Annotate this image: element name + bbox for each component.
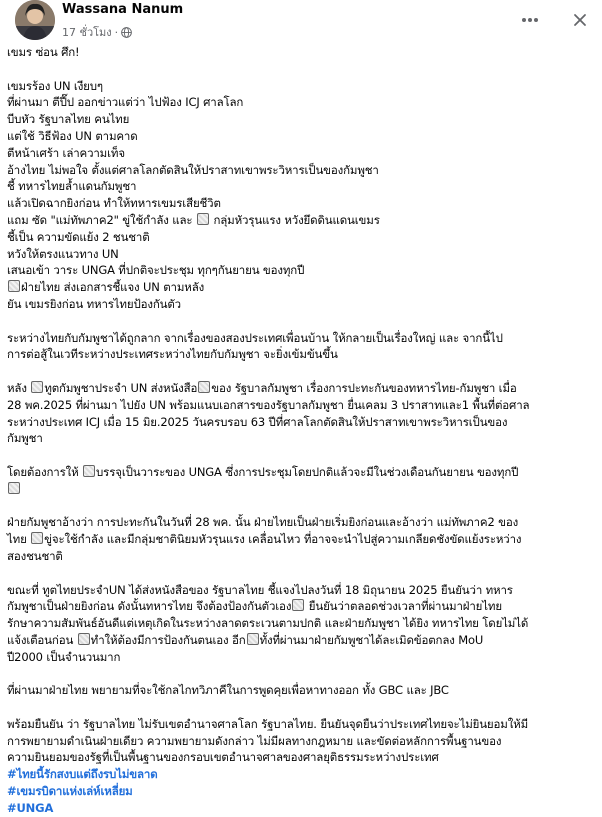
post-text-line: การต่อสู้ในเวทีระหว่างประเทศระหว่างไทยกับกัมพูชา จะยิ่งเข้มข้นขึ้น bbox=[7, 347, 338, 362]
post-text-line: แล้วเปิดฉากยิงก่อน ทำให้ทหารเขมรเสียชีวิต bbox=[7, 196, 221, 211]
hashtag-link[interactable]: #เขมรบิดาแห่งเล่ห์เหลี่ยม bbox=[7, 784, 133, 799]
paragraph-gap bbox=[7, 363, 595, 380]
post-text-line: เสนอเข้า วาระ UNGA ที่ปกติจะประชุม ทุกๆกันยายน ของทุกปี bbox=[7, 263, 305, 278]
post-text-line: บีบหัว รัฐบาลไทย คนไทย bbox=[7, 112, 130, 127]
missing-emoji-icon bbox=[31, 532, 43, 544]
post-text-line: ความยินยอมของรัฐที่เป็นพื้นฐานของกรอบเขตอำนาจศาลของศาลยุติธรรมระหว่างประเทศ bbox=[7, 750, 439, 765]
post-text-line: ฝ่ายกัมพูชาอ้างว่า การปะทะกันในวันที่ 28 พค. นั้น ฝ่ายไทยเป็นฝ่ายเริ่มยิงก่อนและอ้างว่า แม่ทัพภาค2 ของ bbox=[7, 515, 519, 530]
post-text-line: โดยต้องการให้ บรรจุเป็นวาระของ UNGA ซึ่งการประชุมโดยปกติแล้วจะมีในช่วงเดือนกันยายน ของทุกปี bbox=[7, 464, 519, 479]
hashtag-link[interactable]: #ไทยนี้รักสงบแต่ถึงรบไม่ขลาด bbox=[7, 767, 158, 782]
hashtag-link[interactable]: #UNGA bbox=[7, 800, 54, 815]
post-time[interactable]: 17 ชั่วโมง bbox=[62, 26, 112, 39]
hashtag-line bbox=[7, 766, 595, 783]
post-text-line: หลัง ทูตกัมพูชาประจำ UN ส่งหนังสือ ของ รัฐบาลกัมพูชา เรื่องการปะทะกันของทหารไทย-กัมพูชา เมื่อ bbox=[7, 380, 517, 395]
post-meta bbox=[62, 23, 132, 41]
hashtag-line bbox=[7, 783, 595, 800]
post-text-line: ไทย ขู่จะใช้กำลัง และมีกลุ่มชาตินิยมหัวรุนแรง เคลื่อนไหว ที่อาจจะนำไปสู่ความเกลียดชังขัดแย้งระหว่าง bbox=[7, 532, 522, 547]
post-text-line: ที่ผ่านมา ตีปี๊ป ออกข่าวแต่ว่า ไปฟ้อง ICJ ศาลโลก bbox=[7, 95, 244, 110]
paragraph-gap bbox=[7, 699, 595, 716]
paragraph-gap bbox=[7, 447, 595, 464]
post-text-line: อ้างไทย ไม่พอใจ ตั้งแต่ศาลโลกตัดสินให้ปราสาทเขาพระวิหารเป็นของกัมพูชา bbox=[7, 162, 379, 177]
avatar-image bbox=[15, 0, 55, 40]
paragraph-gap bbox=[7, 498, 595, 515]
post-body bbox=[7, 44, 595, 817]
author-name[interactable]: Wassana Nanum bbox=[62, 2, 184, 17]
post-text-line: ระหว่างประเทศ ICJ เมื่อ 15 มิย.2025 วันครบรอบ 63 ปีที่ศาลโลกตัดสินให้ปราสาทเขาพระวิหารเป็นของ bbox=[7, 414, 508, 429]
missing-emoji-icon bbox=[83, 465, 95, 477]
post-text-line bbox=[7, 481, 595, 498]
post-text-line: รักษาความสัมพันธ์อันดีแต่เหตุเกิดในระหว่างลาดตระเวนตามปกติ และฝ่ายกัมพูชา ได้ยิง ทหารไทย โดยไม่ได้ bbox=[7, 616, 529, 631]
post-text-line: กัมพูชา bbox=[7, 431, 43, 446]
missing-emoji-icon bbox=[31, 381, 43, 393]
missing-emoji-icon bbox=[198, 381, 210, 393]
post-text-line: การพยายามดำเนินฝ่ายเดียว ความพยายามดังกล่าว ไม่มีผลทางกฎหมาย และขัดต่อหลักการพื้นฐานของ bbox=[7, 733, 502, 748]
post-text-line: ยัน เขมรยิงก่อน ทหารไทยป้องกันตัว bbox=[7, 296, 181, 311]
post-text-line: ปี2000 เป็นจำนวนมาก bbox=[7, 649, 121, 664]
post-text-line: ตีหน้าเศร้า เล่าความเท็จ bbox=[7, 145, 125, 160]
post-text-line: ชี้เป็น ความขัดแย้ง 2 ชนชาติ bbox=[7, 229, 150, 244]
post-text-line: ฝ่ายไทย ส่งเอกสารชี้แจง UN ตามหลัง bbox=[7, 279, 595, 296]
avatar[interactable] bbox=[15, 0, 55, 40]
post-text-line: เขมร ซ่อน ศึก! bbox=[7, 45, 80, 59]
post-text-line: พร้อมยืนยัน ว่า รัฐบาลไทย ไม่รับเขตอำนาจศาลโลก รัฐบาลไทย. ยืนยันจุดยืนว่าประเทศไทยจะไม่ยินยอมให้มี bbox=[7, 716, 529, 731]
more-icon bbox=[521, 17, 539, 23]
paragraph-gap bbox=[7, 665, 595, 682]
paragraph-gap bbox=[7, 565, 595, 582]
close-post-button[interactable] bbox=[566, 6, 594, 34]
globe-icon[interactable] bbox=[121, 27, 132, 38]
missing-emoji-icon bbox=[197, 213, 209, 225]
missing-emoji-icon bbox=[8, 482, 20, 494]
missing-emoji-icon bbox=[8, 280, 20, 292]
post-text-line: แจ้งเตือนก่อน ทำให้ต้องมีการป้องกันตนเอง อีก ทั้งที่ผ่านมาฝ่ายกัมพูชาได้ละเมิดข้อตกลง MoU bbox=[7, 632, 484, 647]
meta-separator: · bbox=[114, 25, 119, 39]
more-options-button[interactable] bbox=[516, 6, 544, 34]
close-icon bbox=[573, 13, 587, 27]
post-text-line: ระหว่างไทยกับกัมพูชาได้ถูกลาก จากเรื่องของสองประเทศเพื่อนบ้าน ให้กลายเป็นเรื่องใหญ่ และ จากนี้ไป bbox=[7, 330, 503, 345]
post-text-line: ชี้ ทหารไทยล้ำแดนกัมพูชา bbox=[7, 179, 137, 194]
post-text-line: ที่ผ่านมาฝ่ายไทย พยายามที่จะใช้กลไกทวิภาคีในการพูดคุยเพื่อหาทางออก ทั้ง GBC และ JBC bbox=[7, 683, 449, 698]
missing-emoji-icon bbox=[247, 633, 259, 645]
post-text-line: ขณะที่ ทูตไทยประจำUN ได้ส่งหนังสือของ รัฐบาลไทย ชี้แจงไปลงวันที่ 18 มิถุนายน 2025 ยืนยันว่า ทหาร bbox=[7, 582, 513, 597]
post-text-line: หวังให้ตรงแนวทาง UN bbox=[7, 246, 119, 261]
post-text-line: แถม ซัด "แม่ทัพภาค2" ขู่ใช้กำลัง และ กลุ่มหัวรุนแรง หวังยึดดินแดนเขมร bbox=[7, 212, 380, 227]
hashtag-line bbox=[7, 800, 595, 817]
post-text-line: สองชนชาติ bbox=[7, 548, 63, 563]
missing-emoji-icon bbox=[292, 599, 304, 611]
post-text-line: แต่ใช้ วิธีฟ้อง UN ตามคาด bbox=[7, 128, 138, 143]
post-text-line: เขมรร้อง UN เงียบๆ bbox=[7, 78, 103, 93]
missing-emoji-icon bbox=[78, 633, 90, 645]
post-header bbox=[0, 0, 602, 40]
post-text-line: กัมพูชาเป็นฝ่ายยิงก่อน ดังนั้นทหารไทย จึงต้องป้องกันตัวเอง ยืนยันว่าตลอดช่วงเวลาที่ผ่านมาฝ่ายไทย bbox=[7, 599, 502, 614]
post-text-line: 28 พค.2025 ที่ผ่านมา ไปยัง UN พร้อมแนบเอกสารของรัฐบาลกัมพูชา ยื่นเคลม 3 ปราสาทและ1 พื้นที่ต่อศาล bbox=[7, 397, 530, 412]
paragraph-gap bbox=[7, 313, 595, 330]
paragraph-gap bbox=[7, 61, 595, 78]
